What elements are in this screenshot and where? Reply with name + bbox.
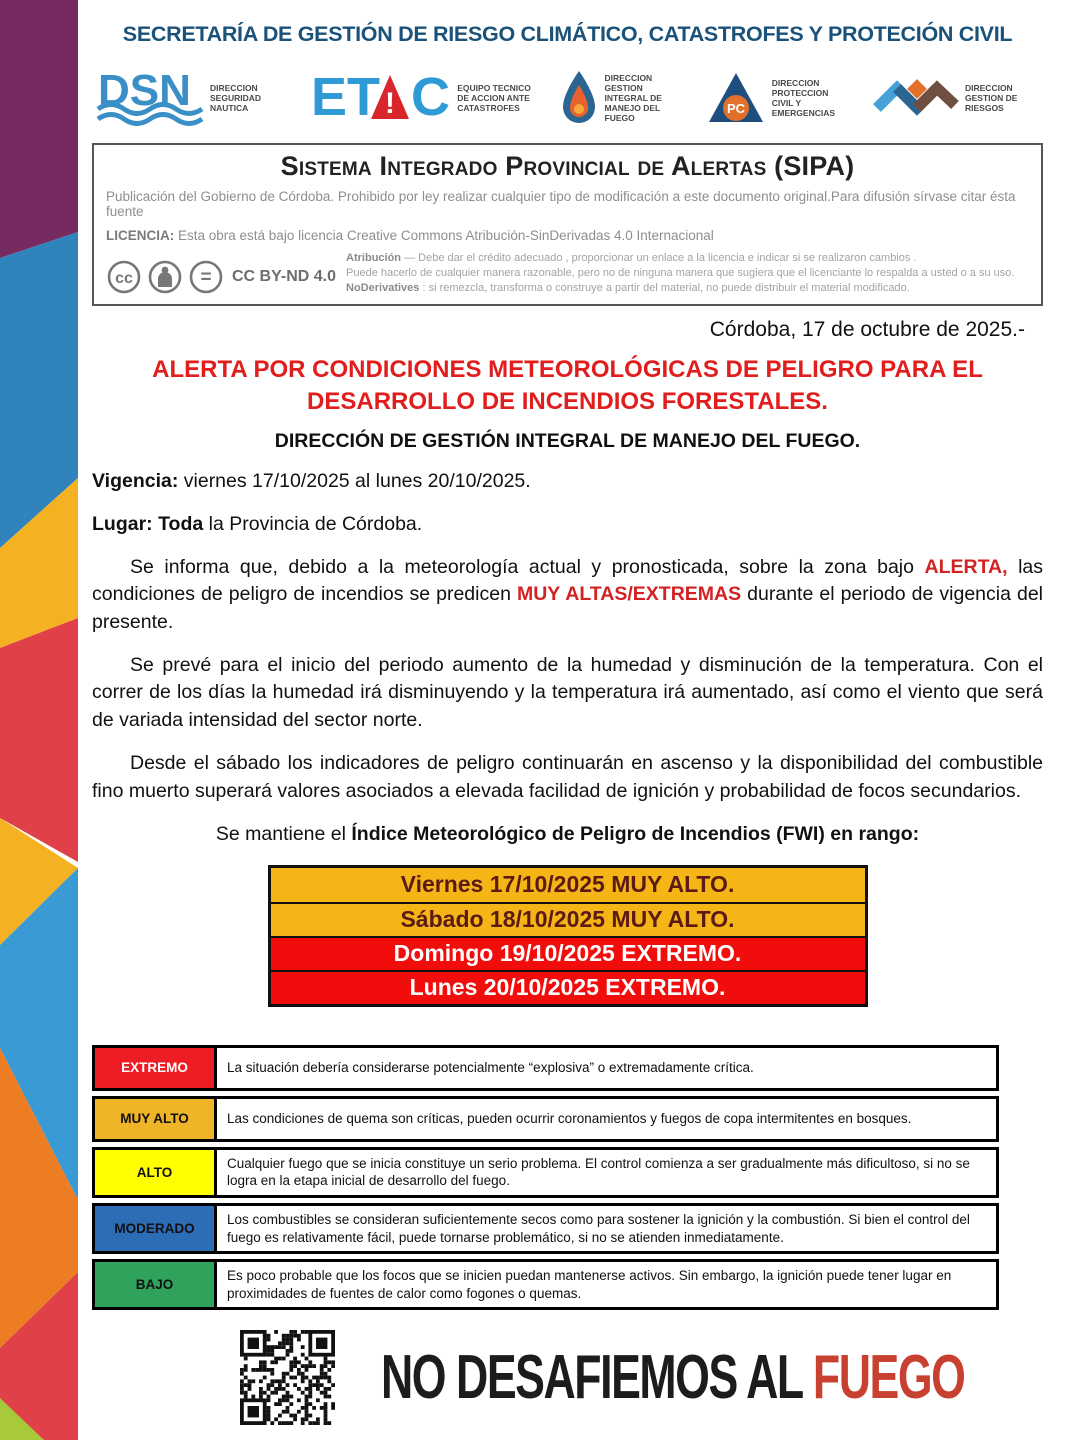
svg-text:C: C <box>411 69 451 127</box>
svg-text:=: = <box>200 267 212 288</box>
logo-gestion-riesgos <box>873 74 1039 122</box>
cc-license-label: CC BY-ND 4.0 <box>232 268 337 285</box>
legend-desc-moderado: Los combustibles se consideran suficientemente secos como para sostener la ignición y la combustión. Si bien el control del fuego es relativamente fácil, puede tornarse problemático, si no se atienden inmediatamente. <box>217 1206 996 1251</box>
pc-triangle-icon <box>706 70 766 126</box>
risk-legend-table <box>92 1045 999 1310</box>
dsn-label: DIRECCION SEGURIDAD NAUTICA <box>210 82 262 114</box>
qr-code <box>240 1330 335 1425</box>
dsn-logo-icon <box>96 67 204 129</box>
fire-drop-icon <box>559 69 599 127</box>
vigencia-value: viernes 17/10/2025 al lunes 20/10/2025. <box>178 470 531 493</box>
legend-level-bajo: BAJO <box>95 1262 217 1307</box>
campaign-slogan <box>381 1342 964 1413</box>
alert-document <box>92 0 1043 1440</box>
direccion-subtitle: DIRECCIÓN DE GESTIÓN INTEGRAL DE MANEJO DEL FUEGO. <box>274 430 861 453</box>
vigencia-line <box>92 468 1043 496</box>
sipa-title: Sistema Integrado Provincial de Alertas (SIPA) <box>280 151 855 181</box>
fwi-intro-regular: Se mantiene el <box>215 823 352 846</box>
etac-label: EQUIPO TECNICO DE ACCION ANTE CATASTROFES <box>457 82 531 114</box>
legend-row-moderado <box>92 1203 999 1254</box>
legend-desc-bajo: Es poco probable que los focos que se inicien puedan mantenerse activos. Sin embargo, la ignición puede tener lugar en proximidades de fuentes de calor como fogones o quemas. <box>217 1262 996 1307</box>
legend-desc-muy-alto: Las condiciones de quema son críticas, pueden ocurrir coronamientos y fuegos de copa intermitentes en bosques. <box>217 1099 996 1139</box>
paragraph-1 <box>92 554 1043 637</box>
attribution-line1 <box>346 251 1014 266</box>
gestion-riesgos-label: DIRECCION GESTION DE RIESGOS <box>965 82 1018 114</box>
noderivatives-bold: NoDerivatives <box>346 281 420 294</box>
paragraph-2: Se prevé para el inicio del periodo aumento de la humedad y disminución de la temperatura. Con el correr de los días la humedad irá disminuyendo y la temperatura irá aumentado, así como el viento que será de variada intensidad del sector norte. <box>92 653 1043 732</box>
fwi-row-viernes: Viernes 17/10/2025 MUY ALTO. <box>271 868 865 902</box>
svg-text:ET: ET <box>311 69 381 127</box>
decorative-color-strip <box>0 0 78 1440</box>
secretaria-header-title: SECRETARÍA DE GESTIÓN DE RIESGO CLIMÁTICO, CATASTROFES Y PROTECIÓN CIVIL <box>122 22 1013 46</box>
paragraph-3: Desde el sábado los indicadores de peligro continuarán en ascenso y la disponibilidad del combustible fino muerto superará valores asociados a elevada facilidad de ignición y probabilidad de focos secundarios. <box>92 751 1043 802</box>
attribution-text: — Debe dar el crédito adecuado , proporcionar un enlace a la licencia e indicar si se realizaron cambios . <box>401 252 917 264</box>
fwi-intro-line <box>92 821 1043 849</box>
cc-attribution-block <box>346 251 1014 296</box>
slogan-black-part: NO DESAFIEMOS AL <box>381 1343 813 1413</box>
fwi-row-domingo: Domingo 19/10/2025 EXTREMO. <box>271 936 865 970</box>
legend-level-extremo: EXTREMO <box>95 1048 217 1088</box>
fwi-row-lunes: Lunes 20/10/2025 EXTREMO. <box>271 970 865 1004</box>
lugar-value: la Provincia de Córdoba. <box>203 513 423 535</box>
legend-row-bajo <box>92 1259 999 1310</box>
sipa-publication-note: Publicación del Gobierno de Córdoba. Prohibido por ley realizar cualquier tipo de modificación a este documento original.Para difusión sírvase citar ésta fuente <box>106 189 1016 219</box>
logo-dsn <box>96 67 284 129</box>
date-line: Córdoba, 17 de octubre de 2025.- <box>709 317 1025 341</box>
logo-manejo-fuego <box>559 69 679 127</box>
svg-text:cc: cc <box>115 270 133 287</box>
attribution-bold: Atribución <box>346 252 402 264</box>
svg-text:DSN: DSN <box>98 67 191 115</box>
cc-badges <box>106 251 336 295</box>
p1-text-b: las condiciones de peligro de incendios se predicen <box>92 555 1043 606</box>
legend-level-muy-alto: MUY ALTO <box>95 1099 217 1139</box>
noderivatives-text: : si remezcla, transforma o construye a partir del material, no puede distribuir el material modificado. <box>419 281 910 294</box>
cc-by-nd-icons <box>106 259 224 295</box>
p1-text-a: Se informa que, debido a la meteorología actual y pronosticada, sobre la zona bajo <box>130 555 925 578</box>
legend-desc-extremo: La situación debería considerarse potencialmente “explosiva” o extremadamente crítica. <box>217 1048 996 1088</box>
slogan-red-part: FUEGO <box>812 1343 965 1413</box>
legend-level-alto: ALTO <box>95 1150 217 1195</box>
sipa-box <box>92 143 1043 306</box>
footer <box>92 1330 1043 1425</box>
lugar-line <box>92 511 1043 539</box>
legend-desc-alto: Cualquier fuego que se inicia constituye un serio problema. El control comienza a ser gradualmente más dificultoso, si no se logra en la etapa inicial de desarrollo del fuego. <box>217 1150 996 1195</box>
legend-row-alto <box>92 1147 999 1198</box>
sipa-license-line <box>106 228 1029 243</box>
alert-title: ALERTA POR CONDICIONES METEOROLÓGICAS DE PELIGRO PARA EL DESARROLLO DE INCENDIOS FORESTALES. <box>152 355 983 415</box>
svg-text:!: ! <box>385 87 396 120</box>
legend-row-muy-alto <box>92 1096 999 1142</box>
proteccion-civil-label: DIRECCION PROTECCION CIVIL Y EMERGENCIAS <box>771 77 836 119</box>
body-text <box>92 468 1043 849</box>
svg-text:PC: PC <box>726 101 745 116</box>
logo-etac <box>311 69 531 127</box>
zigzag-mountains-icon <box>873 74 959 122</box>
p1-text-c: durante el periodo de vigencia del presente. <box>92 583 1043 634</box>
legend-row-extremo <box>92 1045 999 1091</box>
license-text: Esta obra está bajo licencia Creative Commons Atribución-SinDerivadas 4.0 Internacional <box>174 228 714 243</box>
attribution-line2: Puede hacerlo de cualquier manera razonable, pero no de ninguna manera que sugiera que el licenciante lo respalda a usted o a su uso. <box>346 266 1015 279</box>
p1-alerta-highlight: ALERTA, <box>924 555 1008 578</box>
fwi-forecast-table <box>268 865 868 1007</box>
fwi-intro-bold: Índice Meteorológico de Peligro de Incendios (FWI) en rango: <box>351 823 920 846</box>
legend-level-moderado: MODERADO <box>95 1206 217 1251</box>
etac-logo-icon <box>311 69 451 127</box>
manejo-fuego-label: DIRECCION GESTION INTEGRAL DE MANEJO DEL FUEGO <box>604 72 662 124</box>
logo-row <box>96 61 1039 135</box>
vigencia-label: Vigencia: <box>92 470 179 493</box>
cc-row <box>106 251 1029 296</box>
p1-extremas-highlight: MUY ALTAS/EXTREMAS <box>516 583 742 606</box>
license-label: LICENCIA: <box>106 228 175 243</box>
lugar-label: Lugar: Toda <box>92 513 204 535</box>
attribution-line3 <box>346 281 1014 296</box>
fwi-row-sabado: Sábado 18/10/2025 MUY ALTO. <box>271 902 865 936</box>
logo-proteccion-civil <box>706 70 846 126</box>
